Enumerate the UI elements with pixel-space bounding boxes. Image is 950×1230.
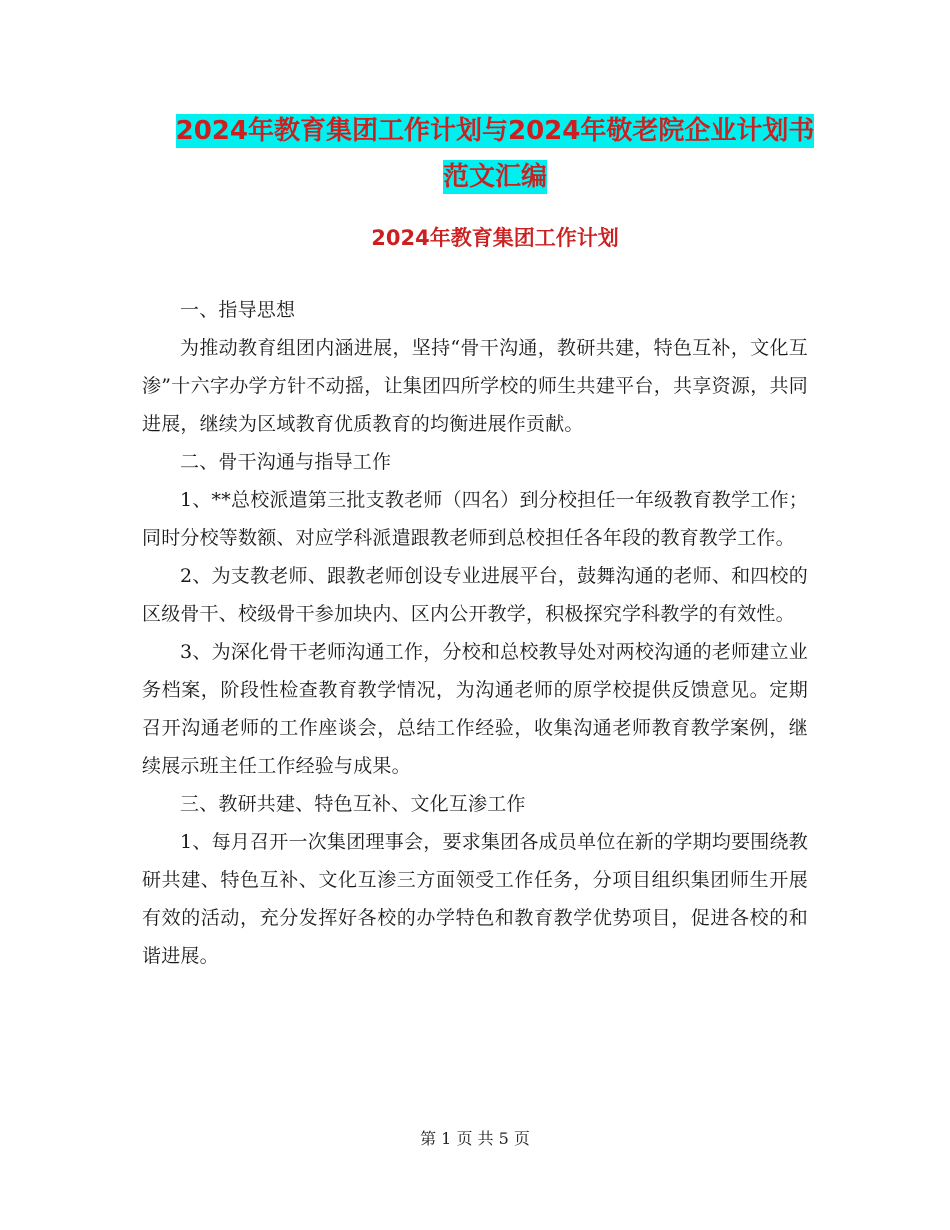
document-title-line1: 2024年教育集团工作计划与2024年敬老院企业计划书 (175, 116, 815, 146)
document-title (140, 108, 850, 200)
paragraph: 2、为支教老师、跟教老师创设专业进展平台，鼓舞沟通的老师、和四校的区级骨干、校级骨干参加块内、区内公开教学，积极探究学科教学的有效性。 (142, 565, 808, 625)
document-title-line2: 范文汇编 (442, 162, 547, 192)
paragraph: 3、为深化骨干老师沟通工作，分校和总校教导处对两校沟通的老师建立业务档案，阶段性检查教育教学情况，为沟通老师的原学校提供反馈意见。定期召开沟通老师的工作座谈会，总结工作经验，收集沟通老师教育教学案例，继续展示班主任工作经验与成果。 (142, 641, 808, 777)
document-body (142, 291, 808, 975)
heading-research-cobuild: 三、教研共建、特色互补、文化互渗工作 (180, 793, 526, 815)
paragraph: 为推动教育组团内涵进展，坚持“骨干沟通，教研共建，特色互补，文化互渗”十六字办学方针不动摇，让集团四所学校的师生共建平台，共享资源，共同进展，继续为区域教育优质教育的均衡进展作贡献。 (142, 337, 808, 435)
page-number-footer: 第 1 页 共 5 页 (420, 1129, 530, 1148)
heading-guiding-thought: 一、指导思想 (180, 299, 296, 321)
section-title: 2024年教育集团工作计划 (371, 226, 619, 250)
paragraph: 1、每月召开一次集团理事会，要求集团各成员单位在新的学期均要围绕教研共建、特色互补、文化互渗三方面领受工作任务，分项目组织集团师生开展有效的活动，充分发挥好各校的办学特色和教育教学优势项目，促进各校的和谐进展。 (142, 831, 808, 967)
paragraph: 1、**总校派遣第三批支教老师（四名）到分校担任一年级教育教学工作；同时分校等数额、对应学科派遣跟教老师到总校担任各年段的教育教学工作。 (142, 489, 808, 549)
heading-backbone-exchange: 二、骨干沟通与指导工作 (180, 451, 392, 473)
